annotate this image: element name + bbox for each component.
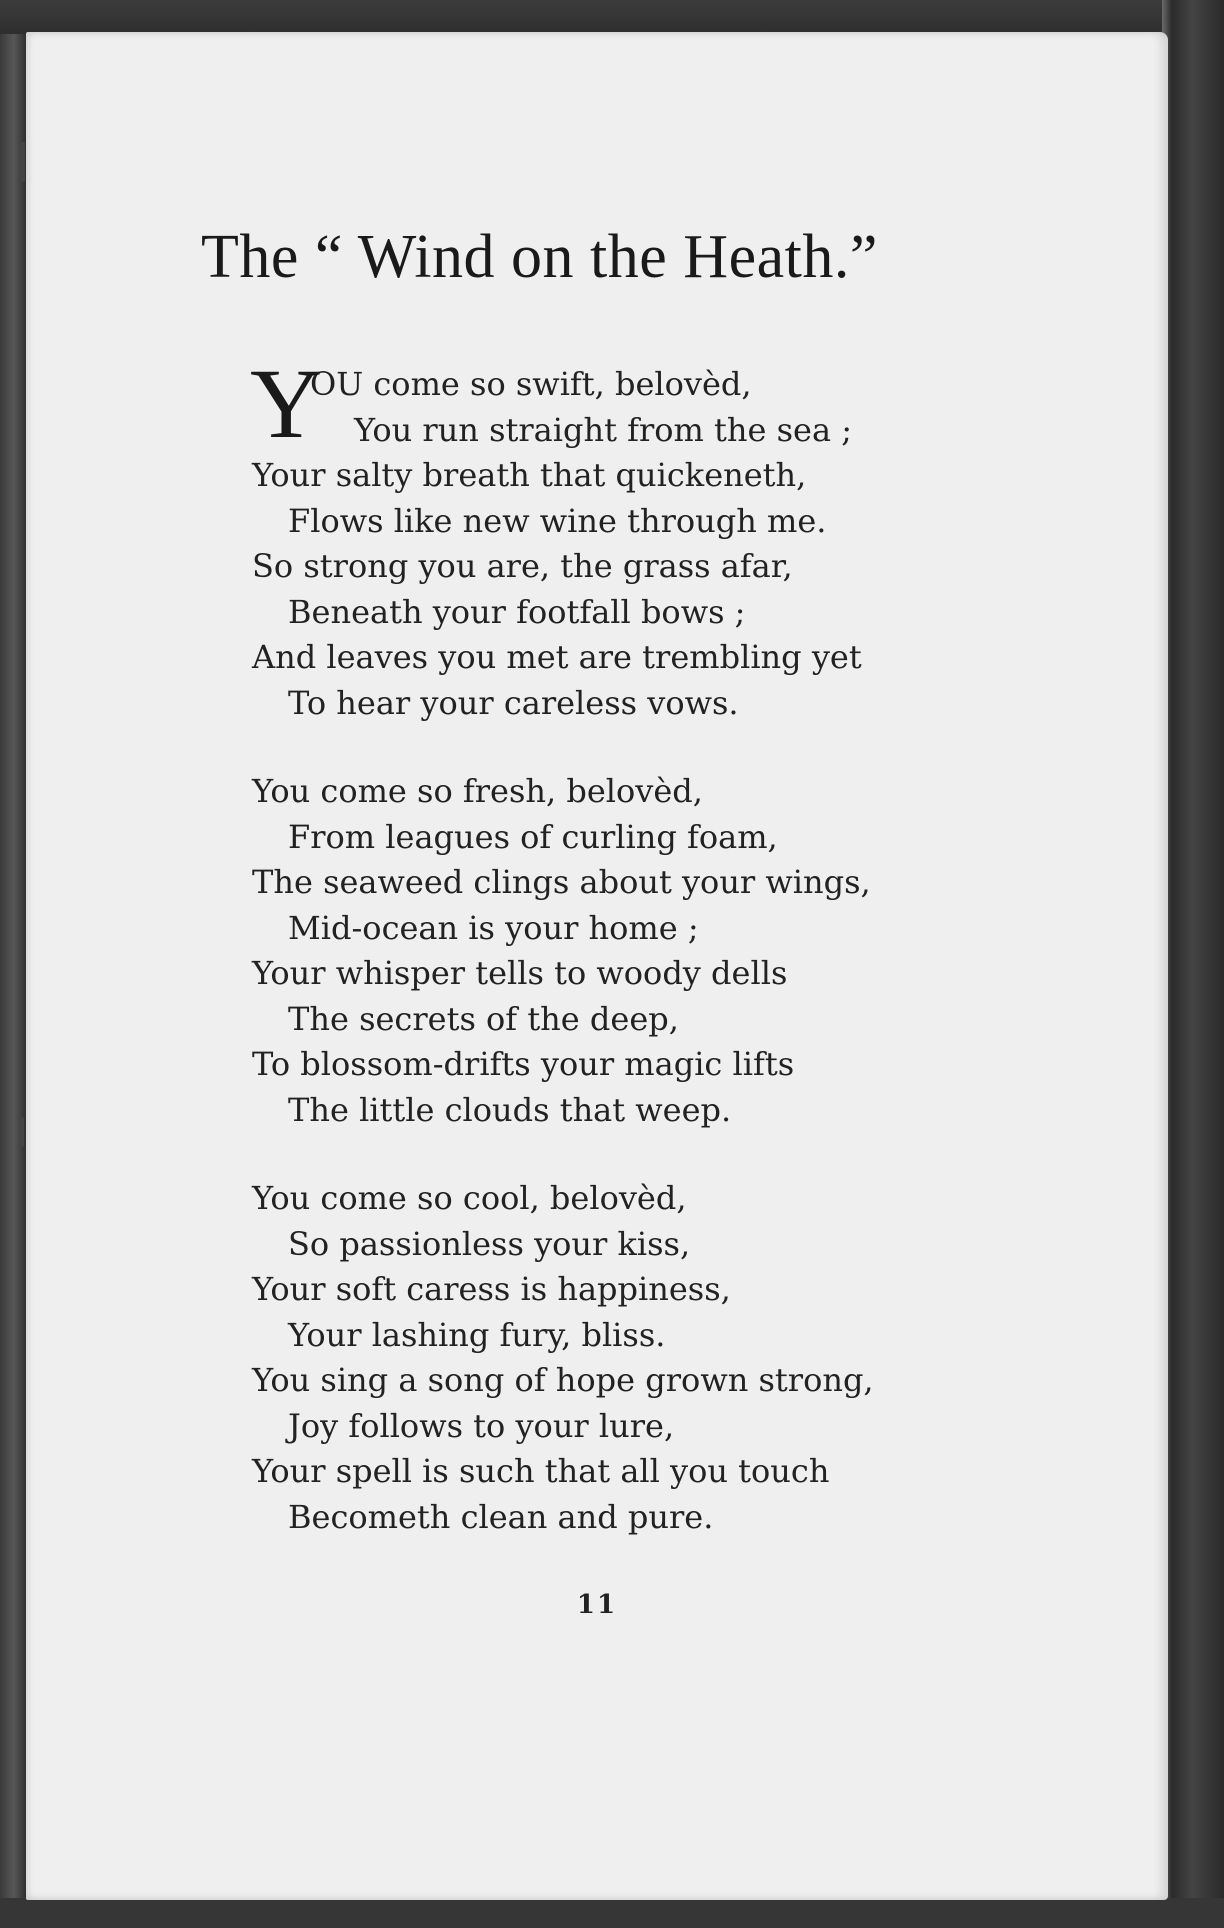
poem-line: The secrets of the deep, [288,999,679,1038]
page-number: 11 [576,1590,618,1620]
poem-line: The seaweed clings about your wings, [252,863,871,901]
poem-line: To blossom-drifts your magic lifts [252,1045,795,1083]
poem-line: Your soft caress is happiness, [252,1270,731,1308]
poem-line: The little clouds that weep. [288,1090,732,1129]
poem-line: So strong you are, the grass afar, [252,547,793,585]
book-fore-edge [1162,0,1224,1928]
poem-line: Your spell is such that all you touch [252,1452,830,1490]
poem-line: Beneath your footfall bows ; [288,592,746,631]
poem-line: And leaves you met are trembling yet [252,638,862,676]
margin-mark [20,142,25,182]
poem-line: Joy follows to your lure, [288,1406,675,1445]
poem-line: Mid-ocean is your home ; [288,908,699,947]
poem-line: From leagues of curling foam, [288,817,778,856]
first-line-text: OU come so swift, belovèd, [310,365,752,403]
paper-page [26,32,1168,1900]
poem-line: Your whisper tells to woody dells [252,954,788,992]
stanza-1 [250,348,1012,726]
poem-line-2: You run straight from the sea ; [354,410,852,449]
poem-line: So passionless your kiss, [288,1224,691,1263]
poem-line: You come so cool, belovèd, [252,1179,687,1217]
page-content [26,32,1168,1900]
poem-body [250,348,1012,1583]
poem-line: You come so fresh, belovèd, [252,772,703,810]
poem-title: The “ Wind on the Heath.” [201,223,878,291]
poem-line: Flows like new wine through me. [288,501,827,540]
scan-bottom-edge [0,1898,1224,1928]
stanza-2 [252,769,1012,1133]
stanza-3 [252,1176,1012,1540]
poem-line: You sing a song of hope grown strong, [252,1361,874,1399]
poem-line: Your salty breath that quickeneth, [252,456,807,494]
poem-line: To hear your careless vows. [288,683,739,722]
margin-mark [19,1117,24,1147]
drop-cap: Y [250,348,323,459]
scan-top-edge [0,0,1224,34]
poem-line: Your lashing fury, bliss. [288,1315,666,1354]
poem-line: Becometh clean and pure. [288,1497,714,1536]
